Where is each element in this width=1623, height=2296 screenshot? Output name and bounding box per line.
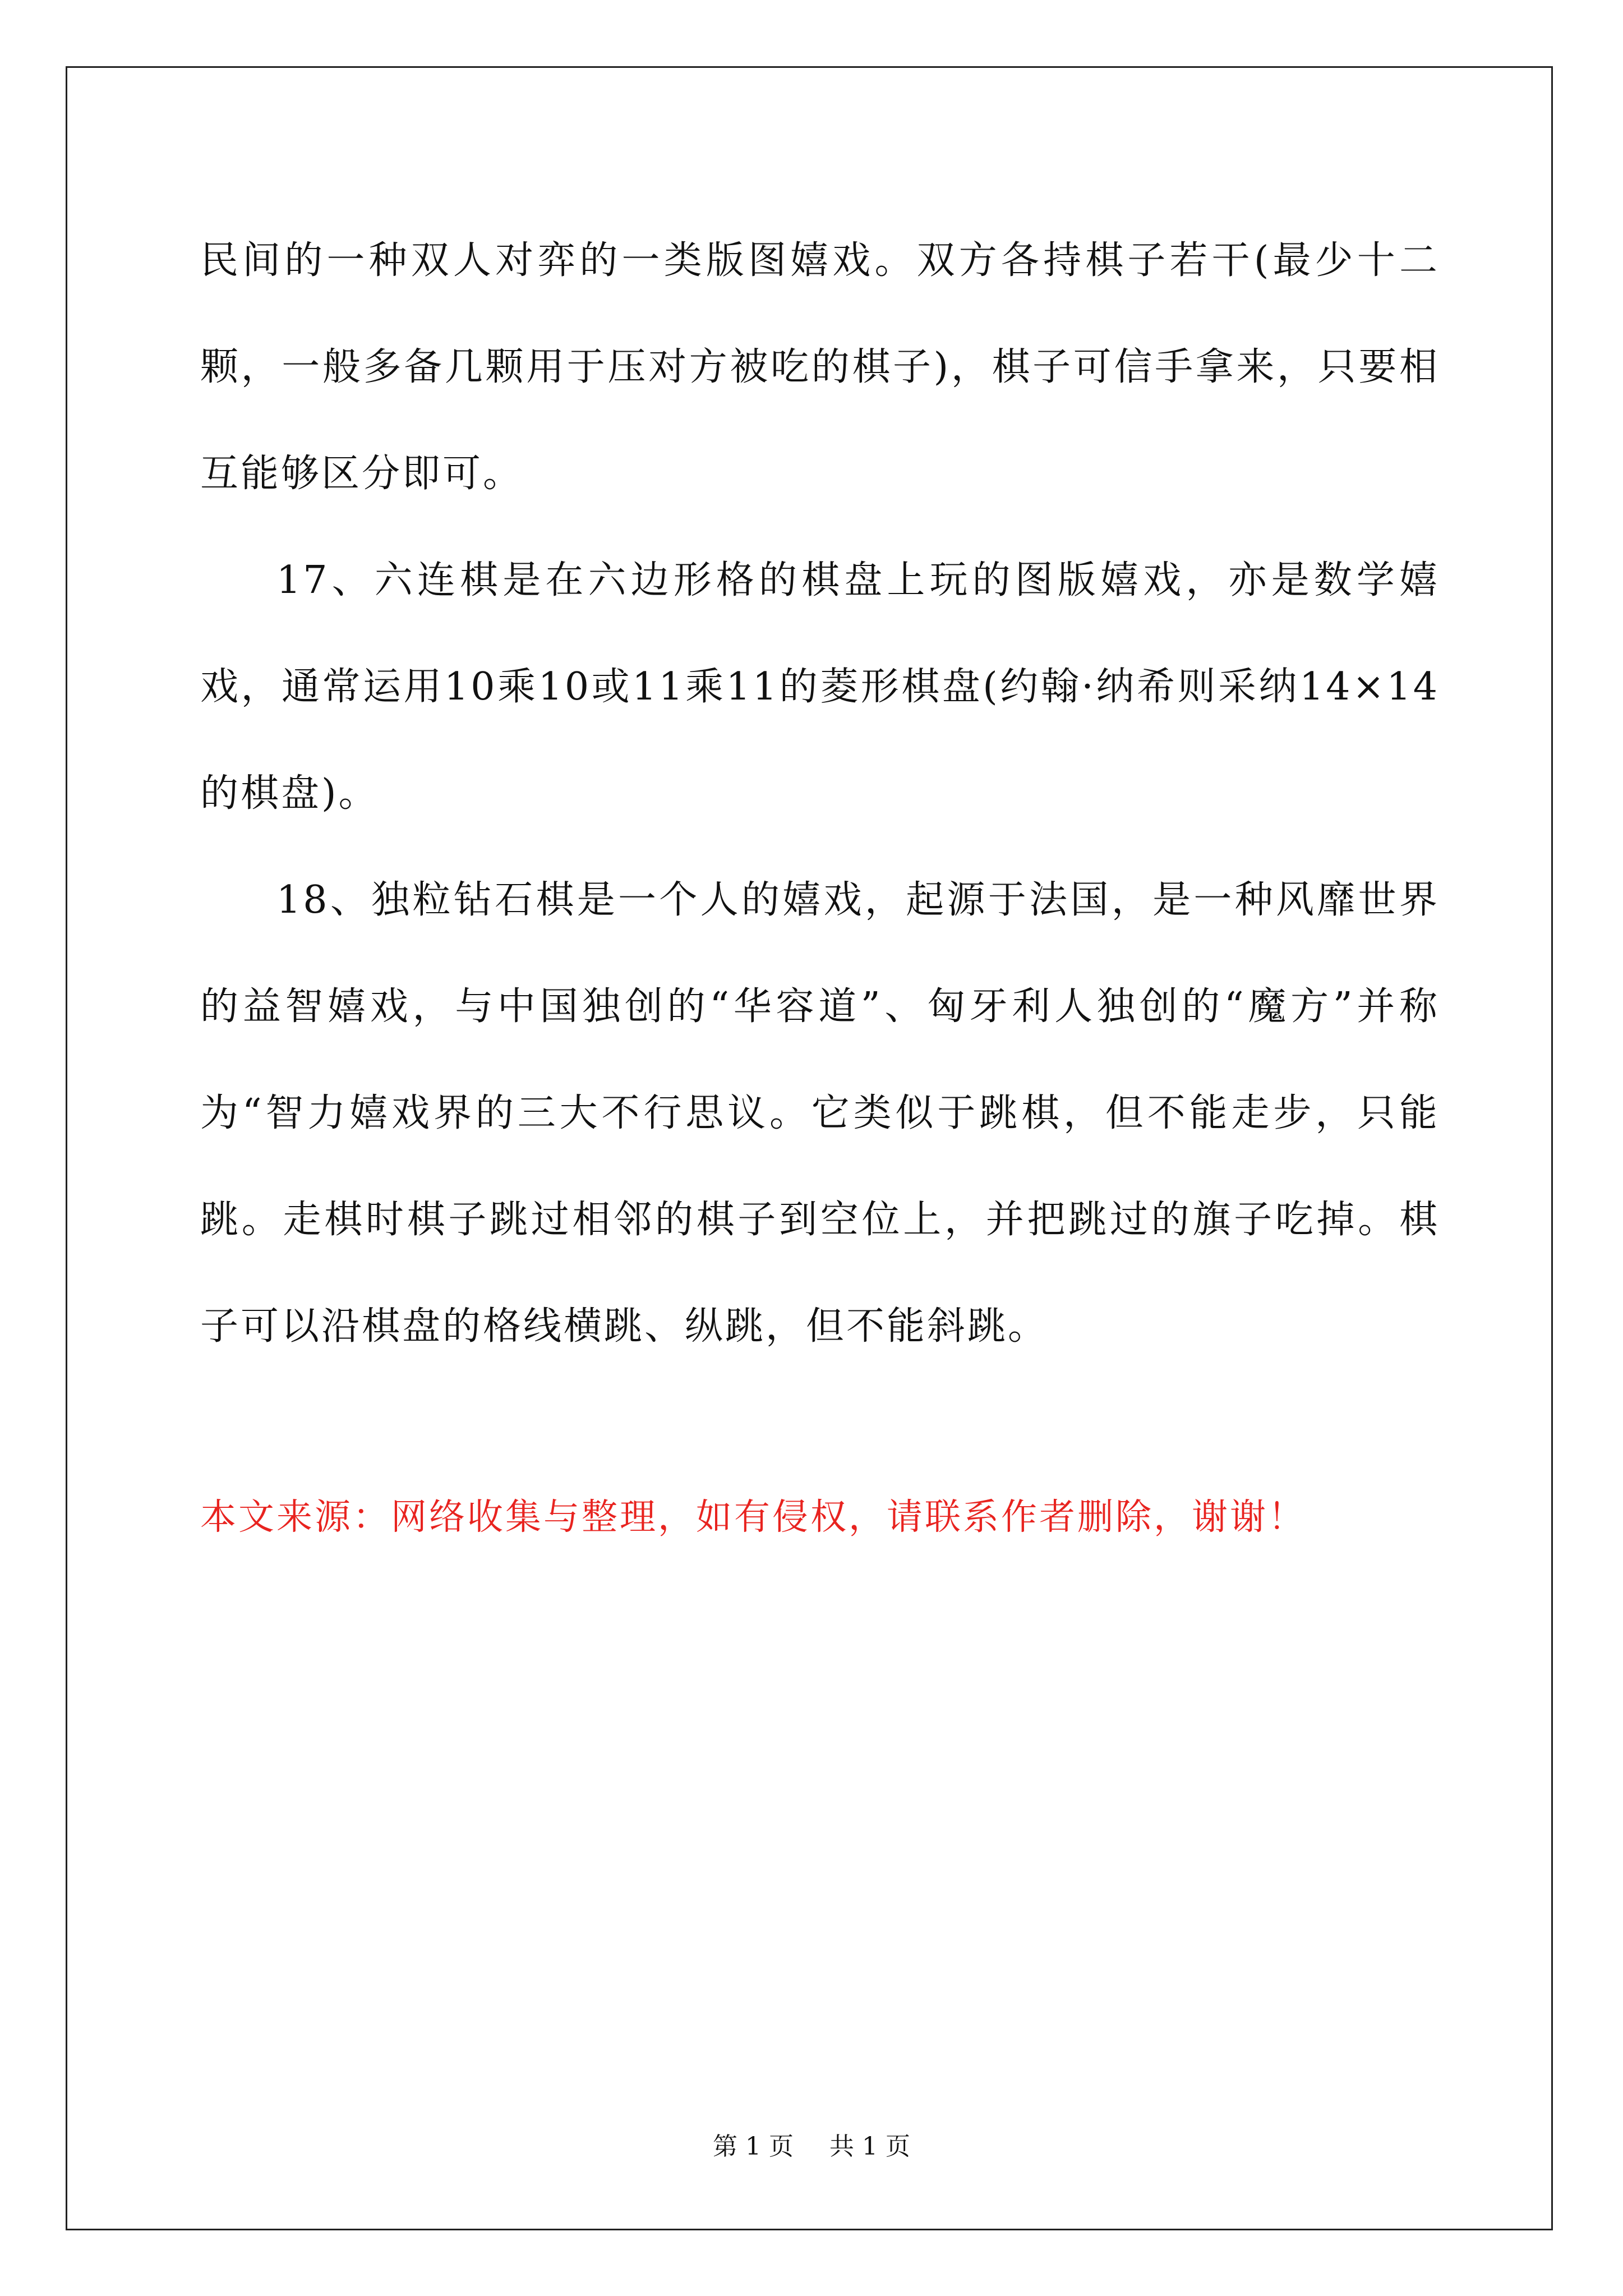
paragraph-17-hex: 17、六连棋是在六边形格的棋盘上玩的图版嬉戏，亦是数学嬉戏，通常运用10乘10或11乘11的菱形棋盘(约翰·纳希则采纳14×14的棋盘)。	[200, 558, 1440, 816]
document-body	[200, 208, 1440, 1380]
page-footer	[0, 2126, 1623, 2162]
page-number-current: 第 1 页	[713, 2132, 794, 2161]
paragraph-intro: 民间的一种双人对弈的一类版图嬉戏。双方各持棋子若干(最少十二颗，一般多备几颗用于压对方被吃的棋子)，棋子可信手拿来，只要相互能够区分即可。	[200, 238, 1440, 496]
paragraph-18-peg-solitaire: 18、独粒钻石棋是一个人的嬉戏，起源于法国，是一种风靡世界的益智嬉戏，与中国独创的“华容道”、匈牙利人独创的“魔方”并称为“智力嬉戏界的三大不行思议。它类似于跳棋，但不能走步，只能跳。走棋时棋子跳过相邻的棋子到空位上，并把跳过的旗子吃掉。棋子可以沿棋盘的格线横跳、纵跳，但不能斜跳。	[200, 878, 1440, 1349]
page-number-total: 共 1 页	[829, 2132, 910, 2161]
source-disclaimer: 本文来源：网络收集与整理，如有侵权，请联系作者删除，谢谢！	[200, 1497, 1306, 1538]
